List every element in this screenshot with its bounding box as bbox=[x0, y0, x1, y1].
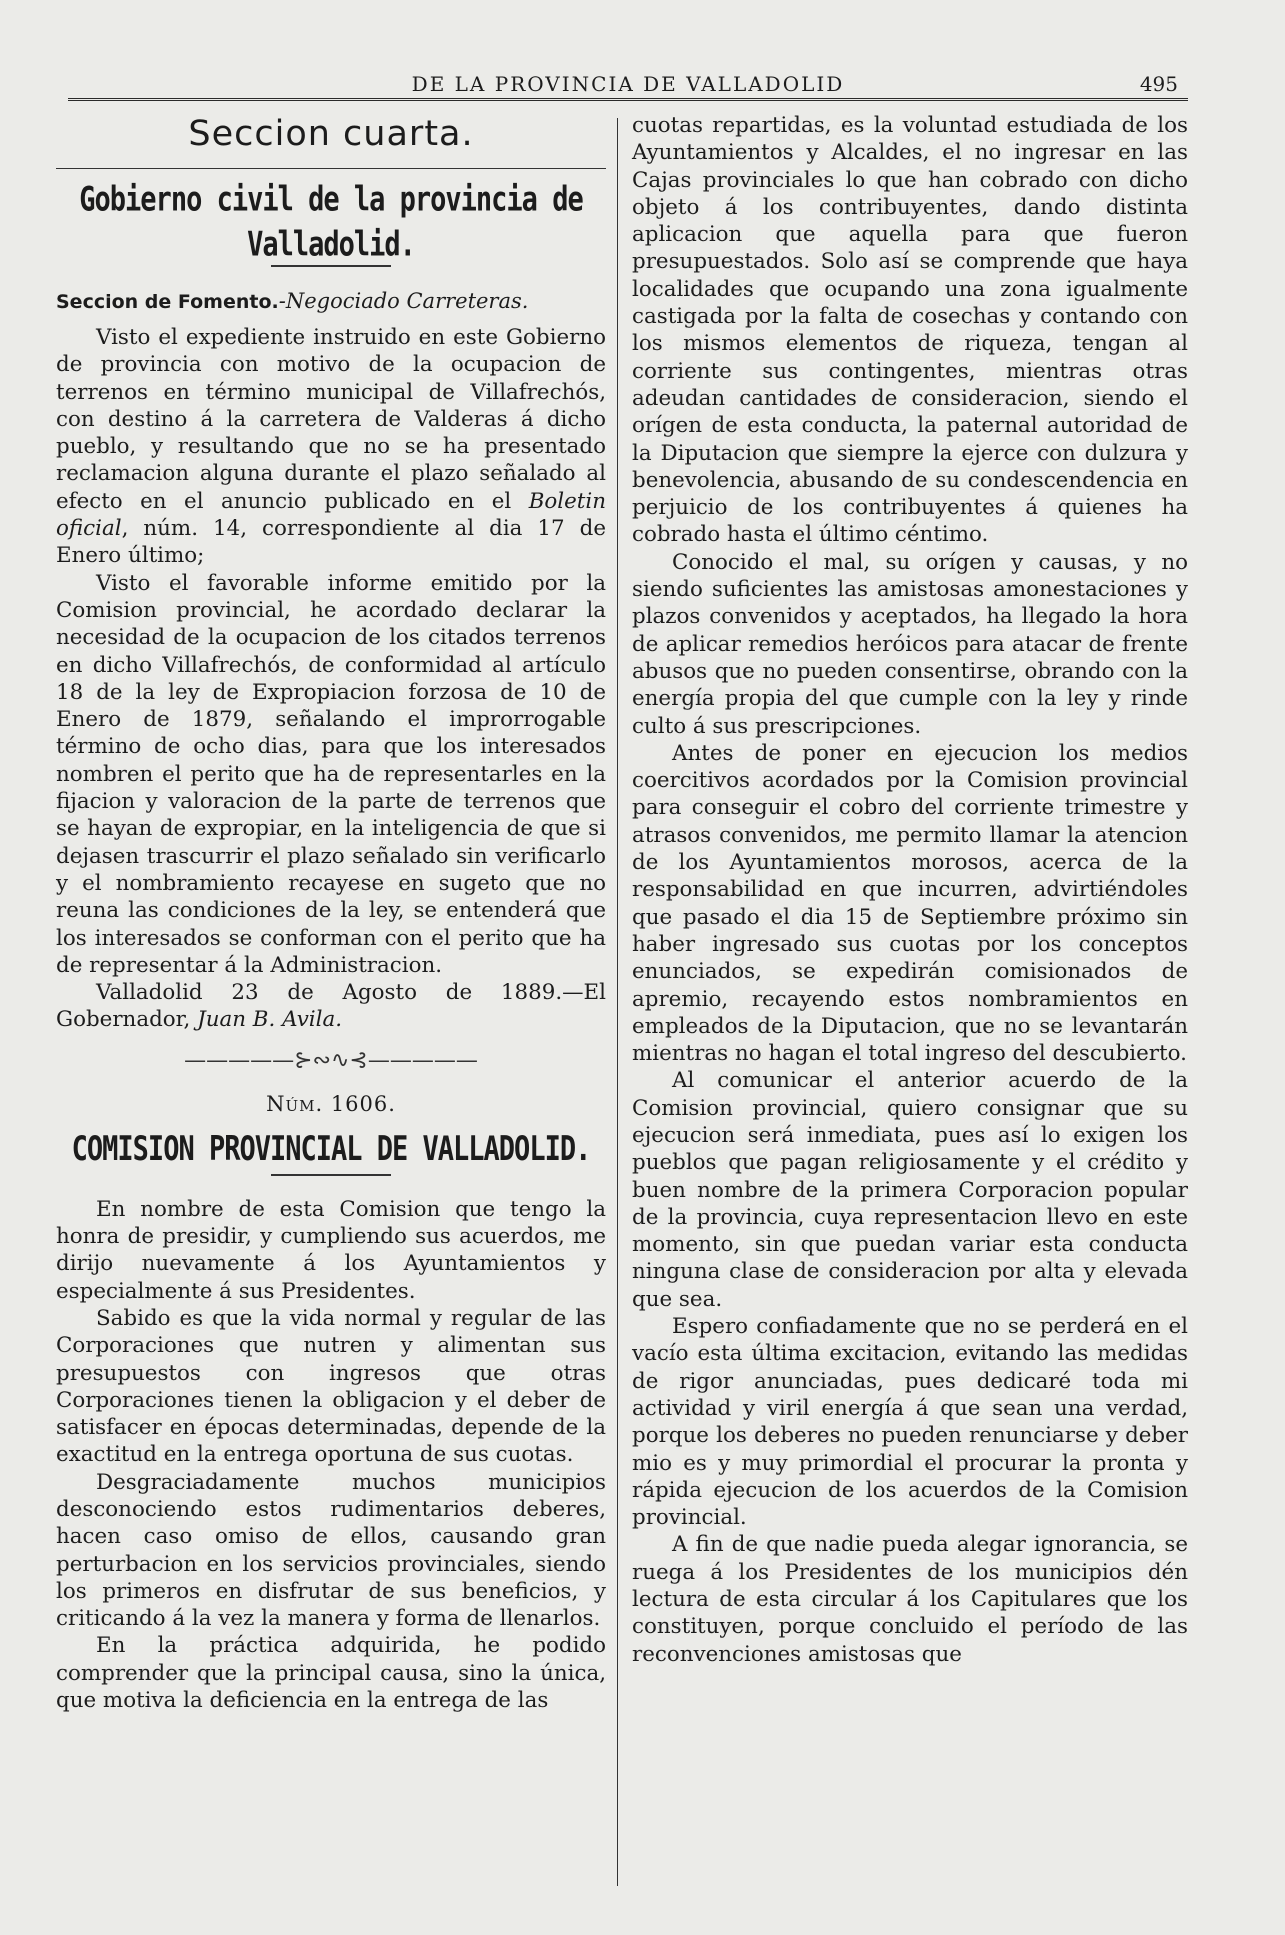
number-label bbox=[56, 1090, 606, 1118]
paragraph-text: , núm. 14, correspondiente al dia 17 de Enero último; bbox=[56, 516, 606, 569]
page-number: 495 bbox=[1139, 72, 1178, 96]
subhead-bold: Seccion de Fomento. bbox=[56, 291, 279, 313]
paragraph: Antes de poner en ejecucion los medios coercitivos acordados por la Comision provincial para conseguir el cobro del corriente trimestre y atrasos convenidos, me permito llamar la atencion de los Ayuntamientos morosos, acerca de la responsabilidad en que incurren, advirtiéndoles que pasado el dia 15 de Septiembre próximo sin haber ingresado sus cuotas por los conceptos enunciados, se expedirán comisionados de apremio, recayendo estos nombramientos en empleados de la Diputacion, que no se levantarán mientras no hagan el total ingreso del descubierto. bbox=[632, 740, 1188, 1067]
ornament-divider: —————⊱∾∿⊰————— bbox=[184, 1047, 478, 1073]
signature-name: Juan B. Avila. bbox=[197, 1007, 343, 1033]
paragraph-text: Visto el expediente instruido en este Gobierno de provincia con motivo de la ocupacion de terrenos en término municipal de Villafrechós, con destino á la carretera de Valderas á dicho pueblo, y resultando que no se ha presentado reclamacion alguna durante el plazo señalado al efecto en el anuncio publicado en el bbox=[56, 325, 606, 514]
subhead-italic: -Negociado Carreteras. bbox=[278, 289, 529, 313]
signature-line bbox=[56, 979, 606, 1034]
gobierno-heading: Gobierno civil de la provincia de Valladolid. bbox=[79, 180, 583, 265]
paragraph: En nombre de esta Comision que tengo la honra de presidir, y cumpliendo sus acuerdos, me dirijo nuevamente á los Ayuntamientos y especialmente á sus Presidentes. bbox=[56, 1196, 606, 1304]
paragraph: Sabido es que la vida normal y regular de las Corporaciones que nutren y alimentan sus presupuestos con ingresos que otras Corporaciones tienen la obligacion y el deber de satisfacer en épocas determinadas, depende de la exactitud en la entrega oportuna de sus cuotas. bbox=[56, 1305, 606, 1468]
running-header bbox=[68, 72, 1188, 101]
paragraph: Espero confiadamente que no se perderá en el vacío esta última excitacion, evitando las medidas de rigor anunciadas, pues dedicaré toda mi actividad y viril energía á que sean una verdad, porque los deberes no pueden renunciarse y deber mio es y muy primordial el procurar la pronta y rápida ejecucion de los acuerdos de la Comision provincial. bbox=[632, 1314, 1188, 1531]
left-column bbox=[56, 112, 606, 1714]
paragraph: En la práctica adquirida, he podido comprender que la principal causa, sino la única, que motiva la deficiencia en la entrega de las bbox=[56, 1633, 606, 1714]
column-divider bbox=[617, 118, 618, 1886]
paragraph: Conocido el mal, su orígen y causas, y no siendo suficientes las amistosas amonestaciones y plazos convenidos y aceptados, ha llegado la hora de aplicar remedios heróicos para atacar de frente abusos que no pueden consentirse, obrando con la energía propia del que cumple con la ley y rinde culto á sus prescripciones. bbox=[632, 549, 1188, 739]
paragraph: A fin de que nadie pueda alegar ignorancia, se ruega á los Presidentes de los municipios dén lectura de esta circular á los Capitulares que los constituyen, porque concluido el período de las reconvenciones amistosas que bbox=[632, 1532, 1188, 1667]
paragraph: Desgraciadamente muchos municipios desconociendo estos rudimentarios deberes, hacen caso omiso de ellos, causando gran perturbacion en los servicios provinciales, siendo los primeros en disfrutar de sus beneficios, y criticando á la vez la manera y forma de llenarlos. bbox=[56, 1469, 606, 1632]
paragraph: Visto el favorable informe emitido por la Comision provincial, he acordado declarar la necesidad de la ocupacion de los citados terrenos en dicho Villafrechós, de conformidad al artículo 18 de la ley de Expropiacion forzosa de 10 de Enero de 1879, señalando el improrrogable término de ocho dias, para que los interesados nombren el perito que ha de representarles en la fijacion y valoracion de la parte de terrenos que se hayan de expropiar, en la inteligencia de que si dejasen trascurrir el plazo señalado sin verificarlo y el nombramiento recayese en sugeto que no reuna las condiciones de la ley, se entenderá que los interesados se conforman con el perito que ha de representar á la Administracion. bbox=[56, 570, 606, 978]
section-rule bbox=[56, 168, 606, 169]
header-title: DE LA PROVINCIA DE VALLADOLID bbox=[411, 72, 845, 96]
num-value: 1606. bbox=[330, 1091, 396, 1116]
paragraph bbox=[56, 324, 606, 570]
commission-heading: COMISION PROVINCIAL DE VALLADOLID. bbox=[71, 1129, 591, 1169]
right-column bbox=[632, 112, 1188, 1668]
subheading bbox=[56, 287, 606, 316]
paragraph: cuotas repartidas, es la voluntad estudiada de los Ayuntamientos y Alcaldes, el no ingresar en las Cajas provinciales lo que han cobrado con dicho objeto á los contribuyentes, dando distinta aplicacion que aquella para que fueron presupuestados. Solo así se comprende que haya localidades que ocupando una zona igualmente castigada por la falta de cosechas y contando con los mismos elementos de riqueza, tengan al corriente sus contingentes, mientras otras adeudan cantidades de consideracion, siendo el orígen de esta conducta, la paternal autoridad de la Diputacion que siempre la ejerce con dulzura y benevolencia, abusando de su condescendencia en perjuicio de los contribuyentes á quienes ha cobrado hasta el último céntimo. bbox=[632, 113, 1188, 548]
section-title: Seccion cuarta. bbox=[188, 114, 474, 154]
heading-rule bbox=[271, 1174, 391, 1176]
signature-text: Valladolid 23 de Agosto de 1889.—El Gobernador, bbox=[56, 980, 606, 1033]
boletin-italic: Boletin oficial bbox=[56, 488, 606, 542]
paragraph: Al comunicar el anterior acuerdo de la Comision provincial, quiero consignar que su ejecucion será inmediata, pues así lo exigen los pueblos que pagan religiosamente y el crédito y buen nombre de la primera Corporacion popular de la provincia, cuya representacion llevo en este momento, sin que puedan variar esta conducta ninguna clase de consideracion por alta y elevada que sea. bbox=[632, 1068, 1188, 1312]
num-label: Núm. bbox=[266, 1091, 324, 1116]
